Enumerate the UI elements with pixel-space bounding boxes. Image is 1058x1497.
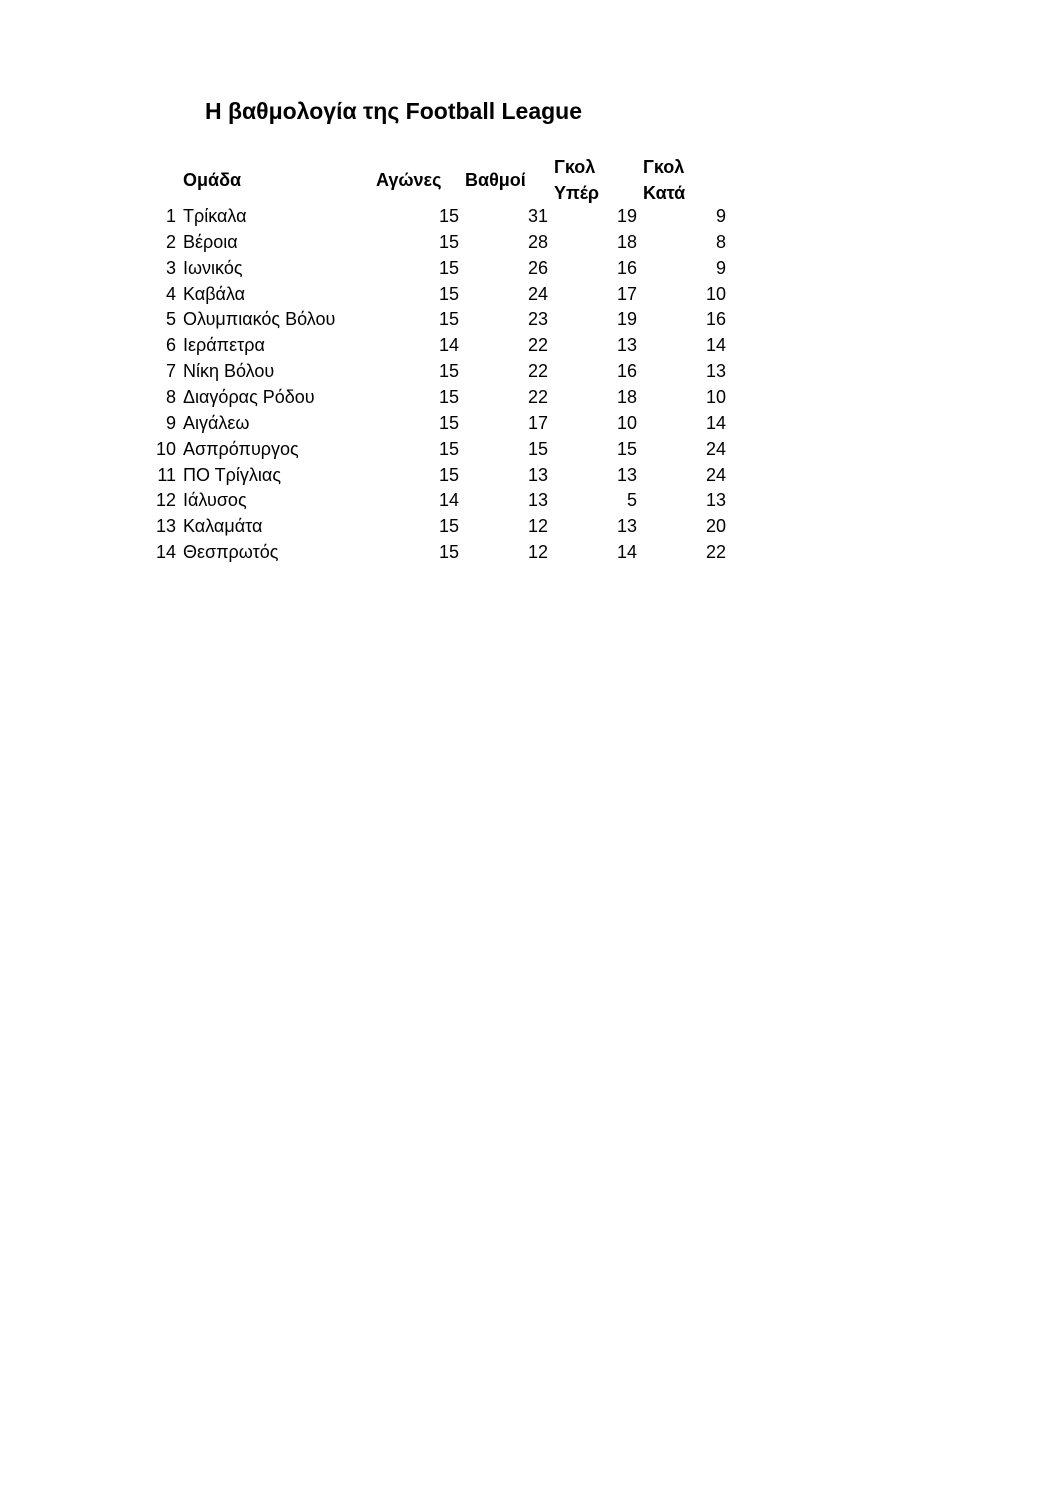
rank-cell: 6: [165, 335, 176, 356]
goals-for-cell: 16: [616, 361, 637, 382]
team-name-cell: Ιάλυσος: [183, 490, 247, 511]
header-points: Βαθμοί: [465, 170, 526, 190]
goals-for-cell: 19: [616, 206, 637, 226]
games-cell: 14: [438, 335, 459, 356]
points-cell: 12: [527, 542, 548, 563]
goals-against-cell: 10: [705, 283, 726, 304]
games-cell: 15: [438, 516, 459, 537]
rank-cell: 11: [157, 464, 176, 485]
goals-against-cell: 16: [705, 309, 726, 330]
games-cell: 15: [438, 206, 459, 226]
goals-for-cell: 5: [626, 490, 637, 511]
points-cell: 17: [527, 412, 548, 433]
goals-for-cell: 19: [616, 309, 637, 330]
goals-against-cell: 9: [715, 257, 726, 278]
table-row: [0, 203, 1058, 229]
table-row: [0, 487, 1058, 513]
team-name-cell: Νίκη Βόλου: [183, 361, 275, 382]
goals-for-cell: 18: [616, 231, 637, 252]
goals-for-cell: 14: [616, 542, 637, 563]
rank-cell: 2: [165, 231, 176, 252]
goals-for-cell: 13: [616, 516, 637, 537]
goals-for-cell: 13: [616, 464, 637, 485]
team-name-cell: Θεσπρωτός: [183, 542, 279, 563]
rank-cell: 8: [165, 386, 176, 407]
goals-against-cell: 24: [705, 464, 726, 485]
games-cell: 15: [438, 309, 459, 330]
goals-for-cell: 10: [616, 412, 637, 433]
rank-cell: 12: [155, 490, 176, 511]
goals-against-cell: 14: [705, 412, 726, 433]
games-cell: 15: [438, 412, 459, 433]
team-name-cell: Αιγάλεω: [183, 412, 250, 433]
header-team: Ομάδα: [183, 170, 242, 190]
header-goals-for-line2: Υπέρ: [554, 183, 600, 203]
goals-against-cell: 13: [705, 490, 726, 511]
table-row: [0, 281, 1058, 307]
goals-for-cell: 13: [616, 335, 637, 356]
rank-cell: 7: [165, 361, 176, 382]
points-cell: 22: [527, 386, 548, 407]
rank-cell: 13: [155, 516, 176, 537]
games-cell: 15: [438, 438, 459, 459]
points-cell: 13: [527, 490, 548, 511]
goals-for-cell: 17: [616, 283, 637, 304]
games-cell: 14: [438, 490, 459, 511]
points-cell: 22: [527, 335, 548, 356]
games-cell: 15: [438, 231, 459, 252]
goals-against-cell: 14: [705, 335, 726, 356]
table-row: [0, 410, 1058, 436]
goals-against-cell: 9: [715, 206, 726, 226]
rank-cell: 1: [165, 206, 176, 226]
team-name-cell: Καβάλα: [183, 283, 246, 304]
games-cell: 15: [438, 257, 459, 278]
team-name-cell: Ασπρόπυργος: [183, 438, 299, 459]
team-name-cell: ΠΟ Τρίγλιας: [183, 464, 281, 485]
team-name-cell: Ιεράπετρα: [183, 335, 265, 356]
goals-against-cell: 8: [715, 231, 726, 252]
points-cell: 26: [527, 257, 548, 278]
table-row: [0, 462, 1058, 488]
table-row: [0, 539, 1058, 565]
goals-against-cell: 24: [705, 438, 726, 459]
header-goals-against-line1: Γκολ: [643, 157, 685, 177]
points-cell: 24: [527, 283, 548, 304]
points-cell: 12: [527, 516, 548, 537]
rank-cell: 9: [165, 412, 176, 433]
team-name-cell: Τρίκαλα: [183, 206, 247, 226]
rank-cell: 10: [155, 438, 176, 459]
goals-for-cell: 15: [616, 438, 637, 459]
games-cell: 15: [438, 386, 459, 407]
header-games: Αγώνες: [376, 170, 442, 190]
rank-cell: 3: [165, 257, 176, 278]
goals-against-cell: 22: [705, 542, 726, 563]
team-name-cell: Βέροια: [183, 231, 238, 252]
games-cell: 15: [438, 361, 459, 382]
page-title: Η βαθμολογία της Football League: [205, 98, 583, 124]
table-row: [0, 513, 1058, 539]
rank-cell: 5: [165, 309, 176, 330]
header-goals-for: [554, 154, 599, 206]
team-name-cell: Ιωνικός: [183, 257, 243, 278]
table-row: [0, 436, 1058, 462]
points-cell: 28: [527, 231, 548, 252]
goals-for-cell: 18: [616, 386, 637, 407]
goals-against-cell: 20: [705, 516, 726, 537]
points-cell: 22: [527, 361, 548, 382]
table-row: [0, 358, 1058, 384]
table-row: [0, 306, 1058, 332]
header-goals-against: [643, 154, 685, 206]
points-cell: 15: [527, 438, 548, 459]
games-cell: 15: [438, 542, 459, 563]
games-cell: 15: [438, 464, 459, 485]
header-goals-for-line1: Γκολ: [554, 157, 596, 177]
table-row: [0, 229, 1058, 255]
games-cell: 15: [438, 283, 459, 304]
team-name-cell: Καλαμάτα: [183, 516, 263, 537]
rank-cell: 4: [165, 283, 176, 304]
goals-against-cell: 10: [705, 386, 726, 407]
points-cell: 13: [527, 464, 548, 485]
points-cell: 23: [527, 309, 548, 330]
table-row: [0, 332, 1058, 358]
table-row: [0, 384, 1058, 410]
table-row: [0, 255, 1058, 281]
header-goals-against-line2: Κατά: [643, 183, 686, 203]
rank-cell: 14: [155, 542, 176, 563]
team-name-cell: Ολυμπιακός Βόλου: [183, 309, 336, 330]
goals-for-cell: 16: [616, 257, 637, 278]
team-name-cell: Διαγόρας Ρόδου: [183, 386, 315, 407]
goals-against-cell: 13: [705, 361, 726, 382]
points-cell: 31: [527, 206, 548, 226]
